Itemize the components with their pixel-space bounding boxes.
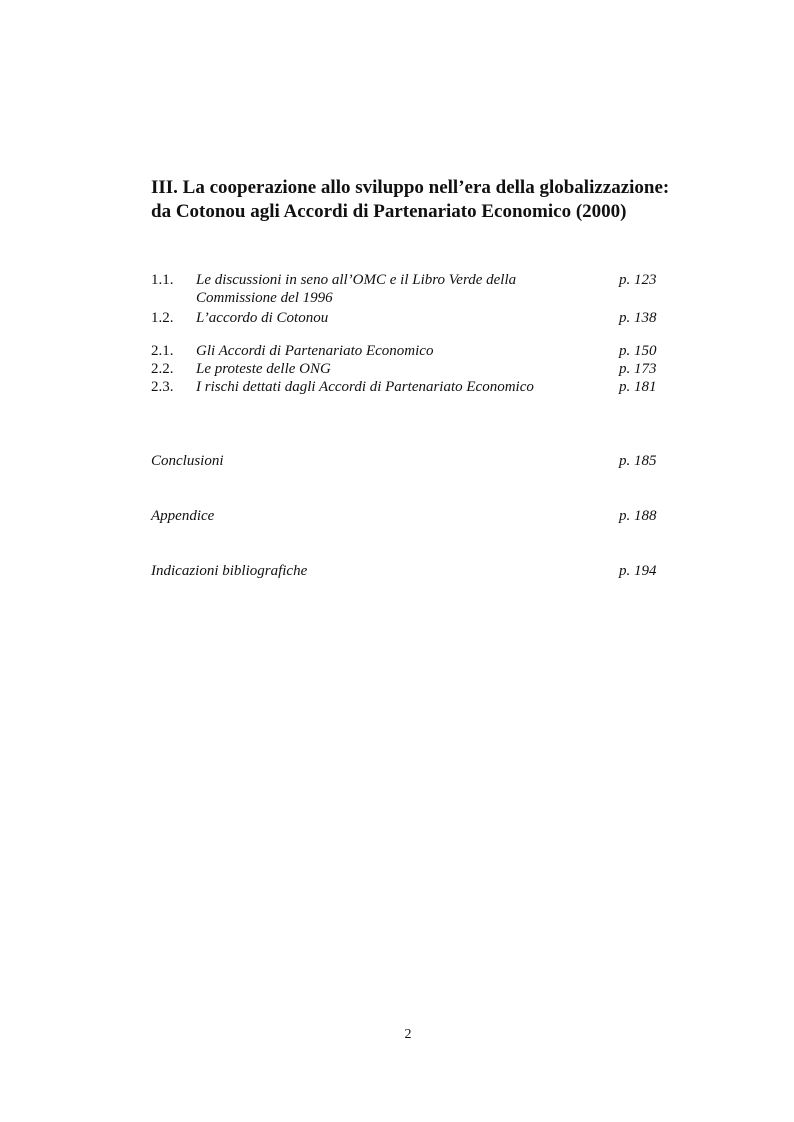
page-number: 2 [404,1027,412,1042]
toc-entry-page: p. 138 [619,310,657,326]
toc-entry-appendice [151,507,671,525]
toc-entry-1-1 [151,271,671,307]
toc-entry-title: Gli Accordi di Partenariato Economico [196,343,434,359]
toc-entry-conclusioni [151,452,671,470]
toc-entry-title: Conclusioni [151,453,224,469]
chapter-heading-line-2: da Cotonou agli Accordi di Partenariato Economico (2000) [151,201,627,222]
toc-entry-number: 1.2. [151,310,174,326]
toc-entry-number: 2.3. [151,379,174,395]
toc-entry-number: 2.2. [151,361,174,377]
toc-entry-2-3 [151,378,671,396]
toc-entry-title: Indicazioni bibliografiche [151,563,308,579]
toc-entry-title: I rischi dettati dagli Accordi di Partenariato Economico [196,379,534,395]
toc-entry-2-1 [151,342,671,360]
toc-entry-title: Le proteste delle ONG [196,361,331,377]
toc-entry-title: Appendice [151,508,215,524]
toc-entry-page: p. 123 [619,272,657,288]
toc-entry-bibliografia [151,562,671,580]
toc-entry-page: p. 181 [619,379,657,395]
chapter-heading-line-1: III. La cooperazione allo sviluppo nell’era della globalizzazione: [151,177,670,198]
toc-entry-page: p. 185 [619,453,657,469]
toc-entry-2-2 [151,360,671,378]
toc-entry-title-line-1: Le discussioni in seno all’OMC e il Libro Verde della [196,272,517,288]
toc-entry-title-line-2: Commissione del 1996 [196,290,333,306]
toc-entry-title [196,271,576,307]
toc-entry-page: p. 194 [619,563,657,579]
toc-entry-number: 1.1. [151,272,174,288]
toc-entry-number: 2.1. [151,343,174,359]
toc-entry-1-2 [151,309,671,327]
toc-entry-page: p. 173 [619,361,657,377]
toc-entry-title: L’accordo di Cotonou [196,310,329,326]
chapter-heading [151,176,711,224]
toc-entry-page: p. 150 [619,343,657,359]
toc-entry-page: p. 188 [619,508,657,524]
